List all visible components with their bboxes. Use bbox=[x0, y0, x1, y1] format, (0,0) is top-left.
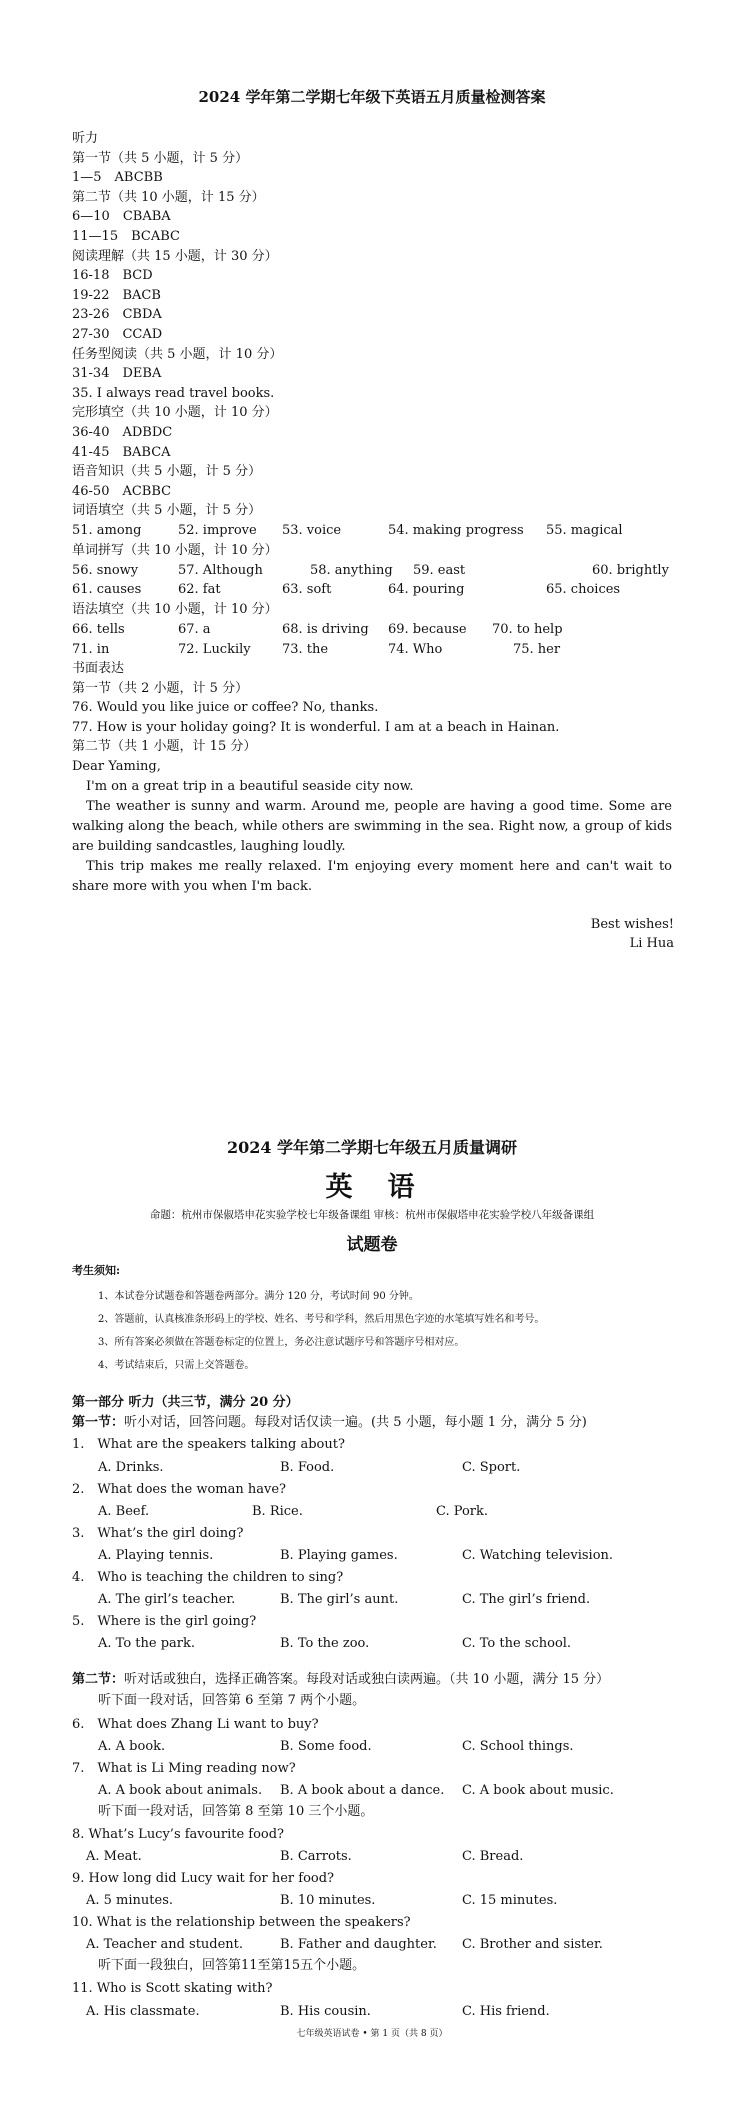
option: B. Food. bbox=[280, 1460, 335, 1475]
option: B. Carrots. bbox=[280, 1849, 352, 1864]
answer-cell: 58. anything bbox=[310, 563, 393, 578]
option: C. Sport. bbox=[462, 1460, 521, 1475]
question-7: 7. What is Li Ming reading now? bbox=[72, 1761, 296, 1776]
notice-item: 4、考试结束后，只需上交答题卷。 bbox=[98, 1360, 255, 1371]
grammar-heading: 语法填空（共 10 小题，计 10 分） bbox=[72, 602, 278, 617]
answer-cell: 51. among bbox=[72, 523, 142, 538]
section2-text: 听对话或独白，选择正确答案。每段对话或独白读两遍。（共 10 小题，满分 15 分） bbox=[124, 1672, 610, 1687]
question-3: 3. What’s the girl doing? bbox=[72, 1526, 244, 1541]
option: A. Meat. bbox=[86, 1849, 142, 1864]
answer-cell: 65. choices bbox=[546, 582, 621, 597]
answer-line: 31-34 DEBA bbox=[72, 366, 162, 382]
answer-line: 任务型阅读（共 5 小题，计 10 分） bbox=[72, 346, 283, 362]
option: B. 10 minutes. bbox=[280, 1893, 376, 1908]
writing-line: 77. How is your holiday going? It is wonderful. I am at a beach in Hainan. bbox=[72, 719, 560, 735]
writing-line: Dear Yaming, bbox=[72, 758, 161, 774]
section2-heading bbox=[72, 1671, 609, 1689]
answer-line: 语音知识（共 5 小题，计 5 分） bbox=[72, 464, 262, 480]
question-8: 8. What’s Lucy’s favourite food? bbox=[72, 1827, 285, 1842]
spelling-heading: 单词拼写（共 10 小题，计 10 分） bbox=[72, 543, 278, 558]
section1-label: 第一节： bbox=[72, 1415, 125, 1430]
answer-key-lines bbox=[72, 129, 282, 521]
option: A. 5 minutes. bbox=[86, 1893, 174, 1908]
question-6: 6. What does Zhang Li want to buy? bbox=[72, 1717, 319, 1732]
option: C. The girl’s friend. bbox=[462, 1592, 591, 1607]
option: A. Teacher and student. bbox=[86, 1937, 244, 1952]
answer-cell: 66. tells bbox=[72, 622, 125, 637]
answer-line: 第一节（共 5 小题，计 5 分） bbox=[72, 150, 249, 166]
writing-line: 书面表达 bbox=[72, 661, 125, 676]
answer-line: 第二节（共 10 小题，计 15 分） bbox=[72, 189, 265, 205]
answer-cell: 61. causes bbox=[72, 582, 142, 597]
option: B. The girl’s aunt. bbox=[280, 1592, 399, 1607]
letter-paragraph-3: This trip makes me really relaxed. I'm enjoying every moment here and can't wait to share more with you when I'm back. bbox=[72, 859, 672, 894]
answer-cell: 53. voice bbox=[282, 523, 342, 538]
answer-cell: 54. making progress bbox=[388, 523, 524, 538]
answer-cell: 69. because bbox=[388, 622, 467, 637]
question-4: 4. Who is teaching the children to sing? bbox=[72, 1570, 344, 1585]
exam-subject: 英 语 bbox=[325, 1172, 419, 1203]
instruction: 听下面一段对话，回答第 8 至第 10 三个小题。 bbox=[98, 1804, 374, 1819]
answer-cell: 75. her bbox=[513, 642, 561, 657]
option: B. Rice. bbox=[252, 1504, 303, 1519]
answer-cell: 71. in bbox=[72, 642, 110, 657]
answer-cell: 57. Although bbox=[178, 563, 263, 578]
answer-line: 1—5 ABCBB bbox=[72, 170, 163, 186]
question-1: 1. What are the speakers talking about? bbox=[72, 1437, 345, 1452]
answer-cell: 63. soft bbox=[282, 582, 332, 597]
letter-paragraph-2: The weather is sunny and warm. Around me, people are having a good time. Some are walking along the beach, while others are swimming in the sea. Right now, a group of kids are building sandcastles, laughing loudly. bbox=[72, 799, 672, 854]
option: C. Pork. bbox=[436, 1504, 489, 1519]
option: C. Brother and sister. bbox=[462, 1937, 603, 1952]
option: C. To the school. bbox=[462, 1636, 572, 1651]
writing-line: 76. Would you like juice or coffee? No, thanks. bbox=[72, 700, 379, 716]
writing-line: 第一节（共 2 小题，计 5 分） bbox=[72, 680, 249, 696]
option: A. His classmate. bbox=[86, 2004, 200, 2019]
option: A. Drinks. bbox=[98, 1460, 164, 1475]
option: A. To the park. bbox=[98, 1636, 195, 1651]
option: C. His friend. bbox=[462, 2004, 550, 2019]
page-footer: 七年级英语试卷 • 第 1 页（共 8 页） bbox=[296, 2029, 448, 2039]
answer-line: 16-18 BCD bbox=[72, 268, 153, 284]
instruction: 听下面一段对话，回答第 6 至第 7 两个小题。 bbox=[98, 1693, 366, 1708]
instruction: 听下面一段独白，回答第11至第15五个小题。 bbox=[98, 1958, 366, 1973]
exam-credits: 命题：杭州市保俶塔申花实验学校七年级备课组 审核：杭州市保俶塔申花实验学校八年级备课组 bbox=[149, 1209, 595, 1221]
answer-line: 11—15 BCABC bbox=[72, 228, 180, 244]
option: C. Bread. bbox=[462, 1849, 524, 1864]
option: A. A book about animals. bbox=[98, 1783, 263, 1798]
question-10: 10. What is the relationship between the speakers? bbox=[72, 1915, 411, 1930]
answer-line: 听力 bbox=[72, 131, 99, 146]
option: A. Beef. bbox=[98, 1504, 150, 1519]
answer-cell: 73. the bbox=[282, 642, 329, 657]
exam-paper-label: 试题卷 bbox=[346, 1235, 398, 1255]
section1-text: 听小对话，回答问题。每段对话仅读一遍。(共 5 小题，每小题 1 分，满分 5 分) bbox=[124, 1415, 587, 1430]
notice-title: 考生须知: bbox=[72, 1264, 121, 1277]
answer-cell: 74. Who bbox=[388, 642, 443, 657]
answer-key-title: 2024 学年第二学期七年级下英语五月质量检测答案 bbox=[198, 88, 546, 106]
answer-line: 19-22 BACB bbox=[72, 287, 161, 303]
letter-closing: Best wishes! bbox=[590, 917, 674, 932]
option: C. Watching television. bbox=[462, 1548, 614, 1563]
answer-cell: 62. fat bbox=[178, 582, 221, 597]
answer-cell: 64. pouring bbox=[388, 582, 465, 597]
answer-line: 36-40 ADBDC bbox=[72, 424, 173, 440]
answer-line: 35. I always read travel books. bbox=[72, 385, 275, 401]
answer-line: 23-26 CBDA bbox=[72, 307, 162, 323]
notice-item: 3、所有答案必须做在答题卷标定的位置上，务必注意试题序号和答题序号相对应。 bbox=[98, 1337, 465, 1348]
answer-cell: 59. east bbox=[413, 563, 466, 578]
option: B. Playing games. bbox=[280, 1548, 398, 1563]
option: B. His cousin. bbox=[280, 2004, 371, 2019]
letter-signature: Li Hua bbox=[629, 936, 674, 951]
answer-line: 27-30 CCAD bbox=[72, 326, 163, 342]
answer-line: 6—10 CBABA bbox=[72, 209, 171, 225]
answer-line: 完形填空（共 10 小题，计 10 分） bbox=[72, 405, 278, 421]
answer-line: 46-50 ACBBC bbox=[72, 483, 172, 499]
question-9: 9. How long did Lucy wait for her food? bbox=[72, 1871, 335, 1886]
answer-cell: 67. a bbox=[178, 622, 211, 637]
option: B. To the zoo. bbox=[280, 1636, 370, 1651]
section2-label: 第二节： bbox=[72, 1672, 125, 1687]
notice-item: 1、本试卷分试题卷和答题卷两部分。满分 120 分，考试时间 90 分钟。 bbox=[98, 1291, 419, 1302]
answer-cell: 55. magical bbox=[546, 523, 623, 538]
writing-lines bbox=[72, 659, 559, 777]
option: B. A book about a dance. bbox=[280, 1783, 445, 1798]
answer-line: 词语填空（共 5 小题，计 5 分） bbox=[72, 503, 262, 519]
option: B. Some food. bbox=[280, 1739, 372, 1754]
option: A. A book. bbox=[98, 1739, 166, 1754]
option: A. Playing tennis. bbox=[98, 1548, 214, 1563]
answer-cell: 56. snowy bbox=[72, 563, 139, 578]
answer-cell: 52. improve bbox=[178, 523, 257, 538]
part1-heading: 第一部分 听力（共三节，满分 20 分） bbox=[72, 1395, 299, 1410]
answer-line: 41-45 BABCA bbox=[72, 444, 171, 460]
section1-heading bbox=[72, 1414, 587, 1432]
writing-line: 第二节（共 1 小题，计 15 分） bbox=[72, 739, 257, 755]
letter-paragraph-1: I'm on a great trip in a beautiful seaside city now. bbox=[86, 779, 414, 794]
answer-line: 阅读理解（共 15 小题，计 30 分） bbox=[72, 248, 278, 264]
option: C. 15 minutes. bbox=[462, 1893, 558, 1908]
option: B. Father and daughter. bbox=[280, 1937, 437, 1952]
option: C. A book about music. bbox=[462, 1783, 614, 1798]
question-5: 5. Where is the girl going? bbox=[72, 1614, 257, 1629]
answer-cell: 72. Luckily bbox=[178, 642, 251, 657]
exam-title: 2024 学年第二学期七年级五月质量调研 bbox=[226, 1138, 518, 1157]
answer-cell: 70. to help bbox=[492, 622, 563, 637]
answer-cell: 60. brightly bbox=[592, 563, 669, 578]
option: A. The girl’s teacher. bbox=[98, 1592, 236, 1607]
option: C. School things. bbox=[462, 1739, 574, 1754]
notice-item: 2、答题前，认真核准条形码上的学校、姓名、考号和学科，然后用黑色字迹的水笔填写姓名和考号。 bbox=[98, 1314, 545, 1325]
question-2: 2. What does the woman have? bbox=[72, 1482, 286, 1497]
answer-cell: 68. is driving bbox=[282, 622, 369, 637]
question-11: 11. Who is Scott skating with? bbox=[72, 1981, 273, 1996]
